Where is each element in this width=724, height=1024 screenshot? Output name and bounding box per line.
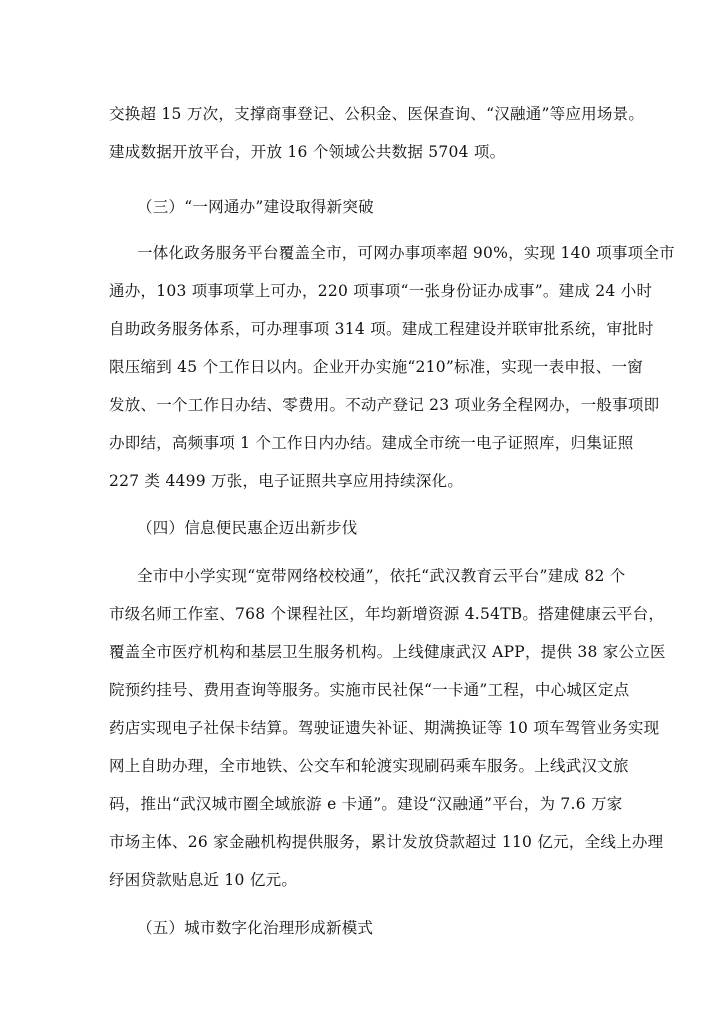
paragraph-line: 一体化政务服务平台覆盖全市，可网办事项率超 90%，实现 140 项事项全市 <box>137 244 675 262</box>
paragraph-line: 发放、一个工作日办结、零费用。不动产登记 23 项业务全程网办，一般事项即 <box>109 396 660 414</box>
paragraph-line: 办即结，高频事项 1 个工作日内办结。建成全市统一电子证照库，归集证照 <box>109 434 634 452</box>
paragraph-line: 227 类 4499 万张，电子证照共享应用持续深化。 <box>109 472 464 490</box>
paragraph-line: 覆盖全市医疗机构和基层卫生服务机构。上线健康武汉 APP，提供 38 家公立医 <box>109 643 666 661</box>
paragraph-line: 全市中小学实现“宽带网络校校通”，依托“武汉教育云平台”建成 82 个 <box>137 567 626 585</box>
section-heading-5: （五）城市数字化治理形成新模式 <box>137 919 374 937</box>
paragraph-line: 药店实现电子社保卡结算。驾驶证遗失补证、期满换证等 10 项车驾管业务实现 <box>109 719 660 737</box>
paragraph-line: 网上自助办理，全市地铁、公交车和轮渡实现刷码乘车服务。上线武汉文旅 <box>109 757 629 775</box>
paragraph-line: 码，推出“武汉城市圈全域旅游 e 卡通”。建设“汉融通”平台，为 7.6 万家 <box>109 795 623 813</box>
paragraph-line: 交换超 15 万次，支撑商事登记、公积金、医保查询、“汉融通”等应用场景。 <box>109 105 645 123</box>
paragraph-line: 纾困贷款贴息近 10 亿元。 <box>109 871 298 889</box>
section-heading-3: （三）“一网通办”建设取得新突破 <box>137 198 374 216</box>
paragraph-line: 通办，103 项事项掌上可办，220 项事项“一张身份证办成事”。建成 24 小时 <box>109 282 653 300</box>
paragraph-line: 院预约挂号、费用查询等服务。实施市民社保“一卡通”工程，中心城区定点 <box>109 681 630 699</box>
paragraph-line: 市场主体、26 家金融机构提供服务，累计发放贷款超过 110 亿元，全线上办理 <box>109 833 664 851</box>
paragraph-line: 自助政务服务体系，可办理事项 314 项。建成工程建设并联审批系统，审批时 <box>109 320 654 338</box>
paragraph-line: 建成数据开放平台，开放 16 个领域公共数据 5704 项。 <box>109 143 506 161</box>
paragraph-line: 限压缩到 45 个工作日以内。企业开办实施“210”标准，实现一表申报、一窗 <box>109 358 644 376</box>
paragraph-line: 市级名师工作室、768 个课程社区，年均新增资源 4.54TB。搭建健康云平台， <box>109 605 665 623</box>
section-heading-4: （四）信息便民惠企迈出新步伐 <box>137 519 358 537</box>
